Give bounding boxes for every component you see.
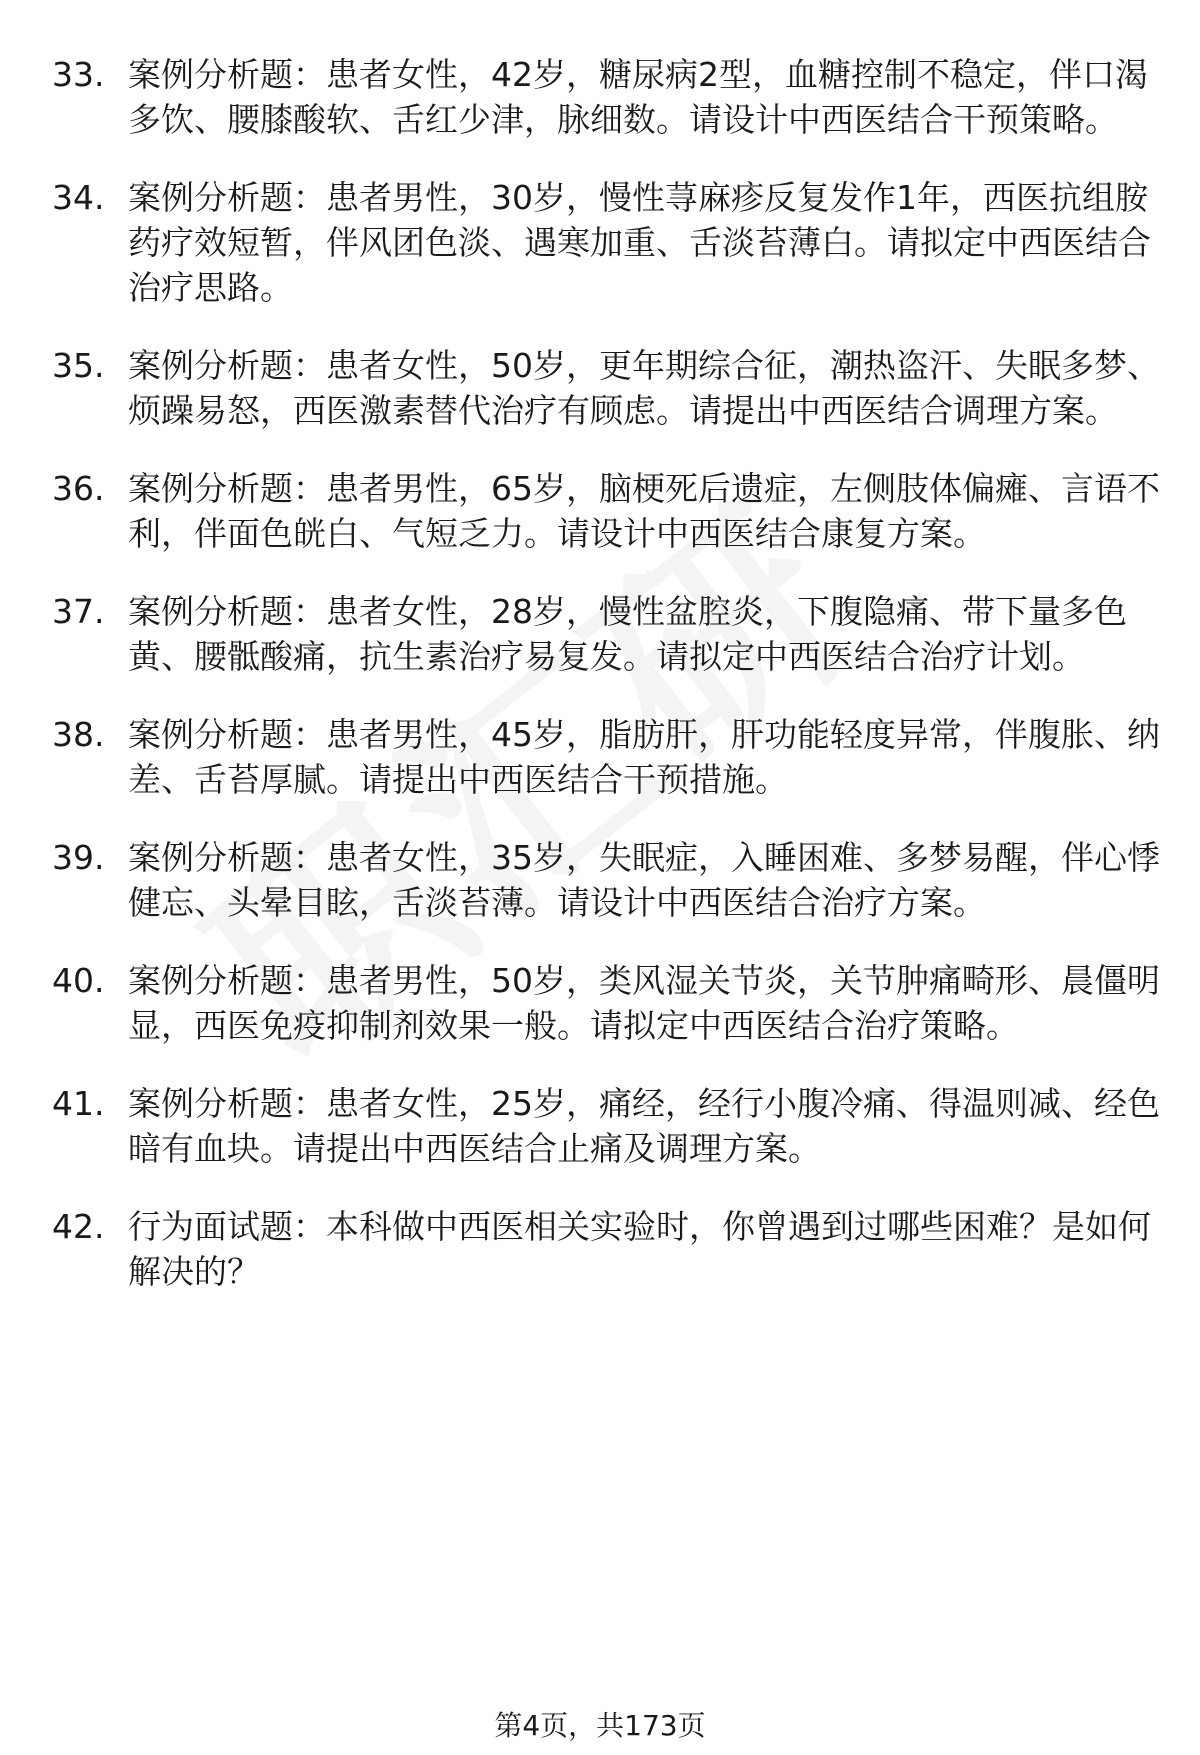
- list-item: [52, 466, 1162, 556]
- question-text: 案例分析题：患者女性，42岁，糖尿病2型，血糖控制不稳定，伴口渴多饮、腰膝酸软、舌红少津，脉细数。请设计中西医结合干预策略。: [128, 55, 1148, 139]
- question-text: 行为面试题：本科做中西医相关实验时，你曾遇到过哪些困难？是如何解决的？: [128, 1207, 1151, 1291]
- question-number: 34.: [52, 178, 105, 217]
- question-number: 37.: [52, 592, 105, 631]
- list-item: [52, 175, 1162, 310]
- question-number: 41.: [52, 1084, 105, 1123]
- question-text: 案例分析题：患者女性，28岁，慢性盆腔炎，下腹隐痛、带下量多色黄、腰骶酸痛，抗生素治疗易复发。请拟定中西医结合治疗计划。: [128, 592, 1127, 676]
- question-number: 40.: [52, 961, 105, 1000]
- question-text: 案例分析题：患者男性，45岁，脂肪肝，肝功能轻度异常，伴腹胀、纳差、舌苔厚腻。请提出中西医结合干预措施。: [128, 715, 1160, 799]
- list-item: [52, 835, 1162, 925]
- question-list: [52, 52, 1162, 1327]
- question-text: 案例分析题：患者女性，35岁，失眠症，入睡困难、多梦易醒，伴心悸健忘、头晕目眩，舌淡苔薄。请设计中西医结合治疗方案。: [128, 838, 1160, 922]
- question-text: 案例分析题：患者男性，50岁，类风湿关节炎，关节肿痛畸形、晨僵明显，西医免疫抑制剂效果一般。请拟定中西医结合治疗策略。: [128, 961, 1160, 1045]
- question-text: 案例分析题：患者女性，50岁，更年期综合征，潮热盗汗、失眠多梦、烦躁易怒，西医激素替代治疗有顾虑。请提出中西医结合调理方案。: [128, 346, 1160, 430]
- question-text: 案例分析题：患者男性，30岁，慢性荨麻疹反复发作1年，西医抗组胺药疗效短暂，伴风团色淡、遇寒加重、舌淡苔薄白。请拟定中西医结合治疗思路。: [128, 178, 1151, 307]
- list-item: [52, 589, 1162, 679]
- list-item: [52, 1081, 1162, 1171]
- question-text: 案例分析题：患者男性，65岁，脑梗死后遗症，左侧肢体偏瘫、言语不利，伴面色㿠白、气短乏力。请设计中西医结合康复方案。: [128, 469, 1160, 553]
- list-item: [52, 52, 1162, 142]
- question-number: 38.: [52, 715, 105, 754]
- question-number: 35.: [52, 346, 105, 385]
- question-number: 36.: [52, 469, 105, 508]
- list-item: [52, 712, 1162, 802]
- list-item: [52, 1204, 1162, 1294]
- question-text: 案例分析题：患者女性，25岁，痛经，经行小腹冷痛、得温则减、经色暗有血块。请提出中西医结合止痛及调理方案。: [128, 1084, 1160, 1168]
- question-number: 42.: [52, 1207, 105, 1246]
- list-item: [52, 343, 1162, 433]
- page-footer: 第4页，共173页: [494, 1709, 706, 1742]
- question-number: 33.: [52, 55, 105, 94]
- list-item: [52, 958, 1162, 1048]
- question-number: 39.: [52, 838, 105, 877]
